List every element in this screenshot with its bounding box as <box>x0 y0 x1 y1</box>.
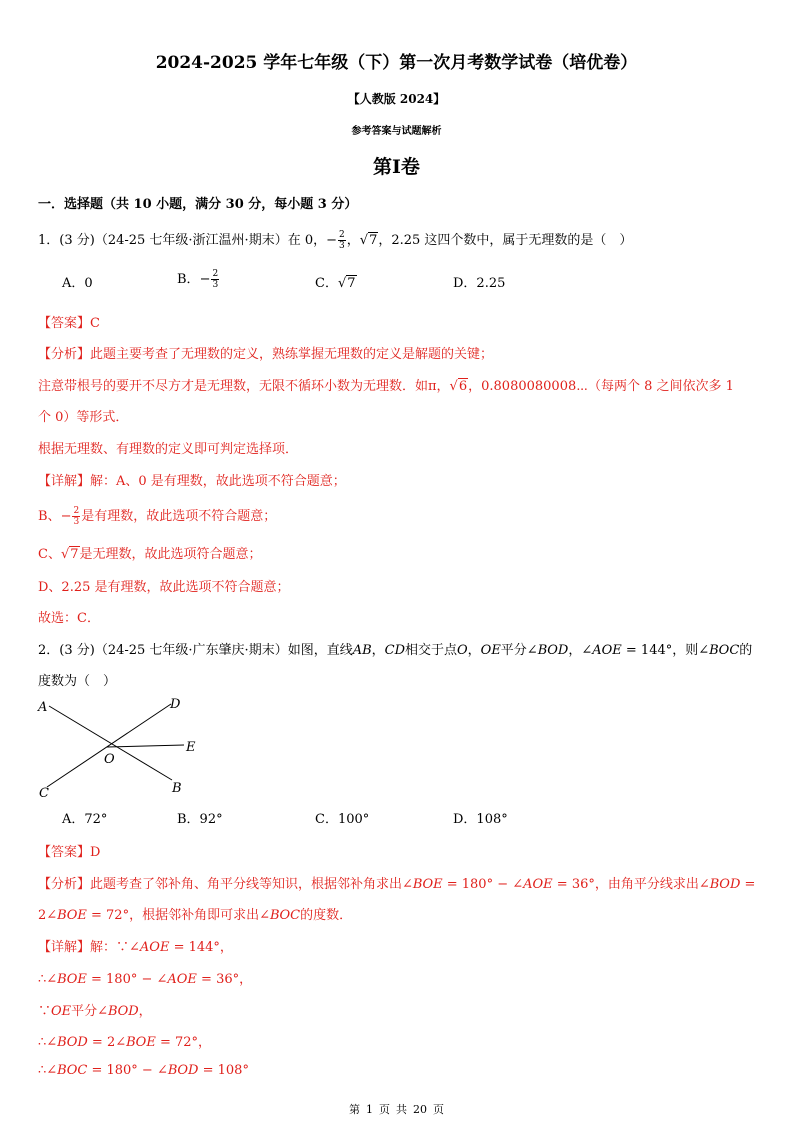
sqrt-radicand: 7 <box>347 276 356 291</box>
analysis2-a: 注意带根号的要开不尽方才是无理数，无限不循环小数为无理数．如π， <box>38 379 450 394</box>
page-total: 20 <box>413 1103 427 1116</box>
option-c-prefix: C． <box>315 276 338 291</box>
ray-oe <box>107 745 184 747</box>
detail3-b: 是无理数，故此选项符合题意； <box>79 547 262 562</box>
sqrt-sign: √ <box>337 276 347 291</box>
q1-stem-c: ，2.25 这四个数中，属于无理数的是（ ） <box>378 233 633 248</box>
q2-option-a: A．72° <box>62 812 108 827</box>
sqrt-radicand: 7 <box>369 233 378 248</box>
detail2-fraction <box>72 506 80 527</box>
doc-subtitle: 参考答案与试题解析 <box>351 126 442 137</box>
q1-analysis-4: 根据无理数、有理数的定义即可判定选择项． <box>38 442 299 457</box>
q1-detail-1 <box>38 470 346 489</box>
frac-num: 2 <box>212 269 219 279</box>
q1-analysis <box>38 343 493 362</box>
label-b: B <box>172 781 182 796</box>
label-a: A <box>38 700 48 715</box>
q1-detail-2 <box>38 505 276 527</box>
label-e: E <box>186 740 196 755</box>
label-o: O <box>104 752 115 767</box>
analysis-label: 【分析】 <box>38 347 91 362</box>
sqrt-sign: √ <box>359 233 369 248</box>
q2-detail-2: ∴∠𝐵𝑂𝐸 = 180° − ∠𝐴𝑂𝐸 = 36°， <box>38 972 253 987</box>
q2-answer: 【答案】D <box>38 845 101 860</box>
q1-analysis-2 <box>38 375 734 394</box>
q1-detail-4: D、2.25 是有理数，故此选项不符合题意； <box>38 580 290 595</box>
q2-stem-1: 2．(3 分)（24-25 七年级·广东肇庆·期末）如图，直线𝐴𝐵，𝐶𝐷相交于点𝑂，𝑂𝐸平分∠𝐵𝑂𝐷，∠𝐴𝑂𝐸 = 144°，则∠𝐵𝑂𝐶的 <box>38 643 753 658</box>
sqrt-sign: √ <box>60 547 70 562</box>
footer-gong: 共 <box>396 1103 407 1116</box>
option-b-sign: − <box>199 272 211 287</box>
label-d: D <box>170 697 181 712</box>
edition-label: 【人教版 2024】 <box>347 92 446 106</box>
q1-sqrt <box>360 233 379 248</box>
label-c: C <box>39 786 49 801</box>
q1-fraction <box>338 230 346 251</box>
q2-figure <box>34 692 214 802</box>
q2-option-b: B．92° <box>177 812 223 827</box>
q1-stem <box>38 229 632 251</box>
frac-num: 2 <box>73 506 80 516</box>
q1-option-d: D．2.25 <box>453 276 506 291</box>
doc-title: 2024-2025 学年七年级（下）第一次月考数学试卷（培优卷） <box>155 53 638 73</box>
sqrt-radicand: 6 <box>458 379 468 394</box>
volume-heading: 第Ⅰ卷 <box>373 156 420 178</box>
frac-den: 3 <box>73 517 80 527</box>
frac-den: 3 <box>339 241 345 251</box>
q2-stem-2: 度数为（ ） <box>38 674 117 689</box>
q1-stem-a: 1．(3 分)（24-25 七年级·浙江温州·期末）在 0， <box>38 233 327 248</box>
analysis-text: 此题主要考查了无理数的定义，熟练掌握无理数的定义是解题的关键； <box>90 347 494 362</box>
q2-detail-1 <box>38 936 233 955</box>
footer-di: 第 <box>349 1103 360 1116</box>
q1-stem-b: ， <box>346 233 360 248</box>
page-number: 1 <box>366 1103 373 1116</box>
analysis-text: 此题考查了邻补角、角平分线等知识，根据邻补角求出∠𝐵𝑂𝐸 = 180° − ∠𝐴𝑂𝐸 = 36°，由角平分线求出∠𝐵𝑂𝐷 = <box>90 877 756 892</box>
detail-label: 【详解】 <box>38 940 91 955</box>
detail3-sqrt <box>61 547 80 562</box>
detail2-b: 是有理数，故此选项不符合题意； <box>81 509 277 524</box>
q2-analysis-2: 2∠𝐵𝑂𝐸 = 72°，根据邻补角即可求出∠𝐵𝑂𝐶的度数． <box>38 908 353 923</box>
detail3-a: C、 <box>38 547 61 562</box>
sqrt-radicand: 7 <box>70 547 79 562</box>
q2-analysis-1 <box>38 873 755 892</box>
footer-ye2: 页 <box>433 1103 444 1116</box>
section-heading: 一．选择题（共 10 小题，满分 30 分，每小题 3 分） <box>38 197 358 212</box>
q2-detail-5: ∴∠𝐵𝑂𝐶 = 180° − ∠𝐵𝑂𝐷 = 108° <box>38 1063 249 1078</box>
q1-option-b <box>177 268 220 290</box>
detail-text: 解：∵∠𝐴𝑂𝐸 = 144°， <box>90 940 233 955</box>
line-ab <box>49 706 172 780</box>
option-b-fraction <box>211 269 219 290</box>
q1-option-a: A．0 <box>62 276 93 291</box>
detail-label: 【详解】 <box>38 474 91 489</box>
analysis-sqrt <box>450 379 469 394</box>
q1-answer: 【答案】C <box>38 316 100 331</box>
q2-detail-4: ∴∠𝐵𝑂𝐷 = 2∠𝐵𝑂𝐸 = 72°， <box>38 1035 212 1050</box>
q2-option-d: D．108° <box>453 812 508 827</box>
frac-den: 3 <box>212 280 219 290</box>
detail2-sign: − <box>60 509 72 524</box>
page-footer <box>0 1101 793 1117</box>
detail-text: 解：A、0 是有理数，故此选项不符合题意； <box>90 474 346 489</box>
sqrt-sign: √ <box>449 379 458 394</box>
q1-frac-sign: − <box>326 233 338 248</box>
q2-option-c: C．100° <box>315 812 370 827</box>
q2-detail-3: ∵𝑂𝐸平分∠𝐵𝑂𝐷， <box>38 1004 152 1019</box>
frac-num: 2 <box>339 230 345 240</box>
analysis-label: 【分析】 <box>38 877 91 892</box>
q1-detail-5: 故选：C． <box>38 611 100 626</box>
q1-option-c <box>315 272 357 291</box>
footer-ye: 页 <box>379 1103 390 1116</box>
option-c-sqrt <box>338 276 357 291</box>
option-b-prefix: B． <box>177 272 200 287</box>
analysis2-b: ，0.8080080008⋯（每两个 8 之间依次多 1 <box>468 379 734 394</box>
q1-detail-3 <box>38 543 262 562</box>
q1-analysis-3: 个 0）等形式． <box>38 410 129 425</box>
detail2-a: B、 <box>38 509 61 524</box>
